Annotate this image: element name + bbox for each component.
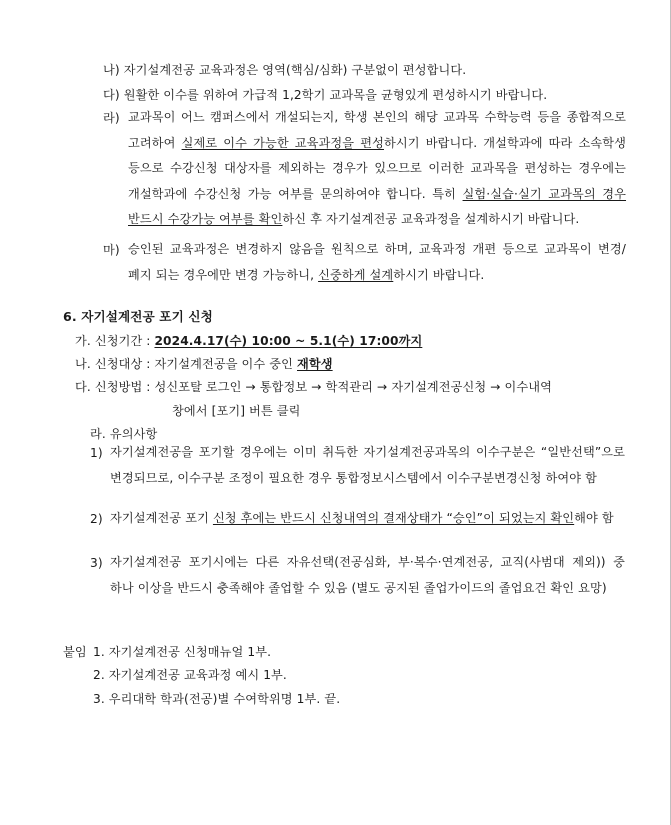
note-1-mark: 1) (90, 446, 103, 460)
note-2: 자기설계전공 포기 신청 후에는 반드시 신청내역의 결재상태가 “승인”이 되었는지 확인해야 함 (110, 511, 614, 525)
apply-method: 다. 신청방법 : 성신포탈 로그인 → 통합정보 → 학적관리 → 자기설계전공신청 → 이수내역 (75, 380, 553, 394)
section-title: 6. 자기설계전공 포기 신청 (63, 309, 213, 324)
item-ra: 교과목이 어느 캠퍼스에서 개설되는지, 학생 본인의 해당 교과목 수학능력 등을 종합적으로 고려하여 실제로 이수 가능한 교육과정을 편성하시기 바랍니다. 개설학과에 따라 소속학생 등으로 수강신청 대상자를 제외하는 경우가 있으므로 이러한 교과목을 편성하는 경우에는 개설학과에 수강신청 가능 여부를 문의하여야 합니다. 특히 실험·실습·실기 교과목의 경우 반드시 수강가능 여부를 확인하신 후 자기설계전공 교육과정을 설계하시기 바랍니다. (128, 110, 627, 226)
item-ma-mark: 마) (103, 243, 120, 257)
attachment-2: 2. 자기설계전공 교육과정 예시 1부. (93, 668, 287, 682)
item-ra-mark: 라) (103, 111, 120, 125)
notes-heading: 라. 유의사항 (90, 427, 158, 441)
note-3-mark: 3) (90, 556, 103, 570)
item-ma: 승인된 교육과정은 변경하지 않음을 원칙으로 하며, 교육과정 개편 등으로 교과목이 변경/폐지 되는 경우에만 변경 가능하니, 신중하게 설계하시기 바랍니다. (128, 242, 626, 282)
attachment-1: 1. 자기설계전공 신청매뉴얼 1부. (93, 645, 272, 659)
item-na: 나) 자기설계전공 교육과정은 영역(핵심/심화) 구분없이 편성합니다. (103, 63, 467, 77)
attachment-3: 3. 우리대학 학과(전공)별 수여학위명 1부. 끝. (93, 692, 341, 706)
apply-method-cont: 창에서 [포기] 버튼 클릭 (172, 404, 301, 418)
attachments-label: 붙임 (63, 645, 87, 659)
apply-period: 가. 신청기간 : 2024.4.17(수) 10:00 ~ 5.1(수) 17:00까지 (75, 334, 423, 348)
note-2-mark: 2) (90, 512, 103, 526)
note-1: 자기설계전공을 포기할 경우에는 이미 취득한 자기설계전공과목의 이수구분은 “일반선택”으로 변경되므로, 이수구분 조정이 필요한 경우 통합정보시스템에서 이수구분변경신청 하여야 함 (110, 445, 625, 485)
note-3: 자기설계전공 포기시에는 다른 자유선택(전공심화, 부·복수·연계전공, 교직(사범대 제외)) 중 하나 이상을 반드시 충족해야 졸업할 수 있음 (별도 공지된 졸업가이드의 졸업요건 확인 요망) (110, 555, 625, 595)
item-da: 다) 원활한 이수를 위하여 가급적 1,2학기 교과목을 균형있게 편성하시기 바랍니다. (103, 88, 548, 102)
apply-target: 나. 신청대상 : 자기설계전공을 이수 중인 재학생 (75, 357, 333, 371)
